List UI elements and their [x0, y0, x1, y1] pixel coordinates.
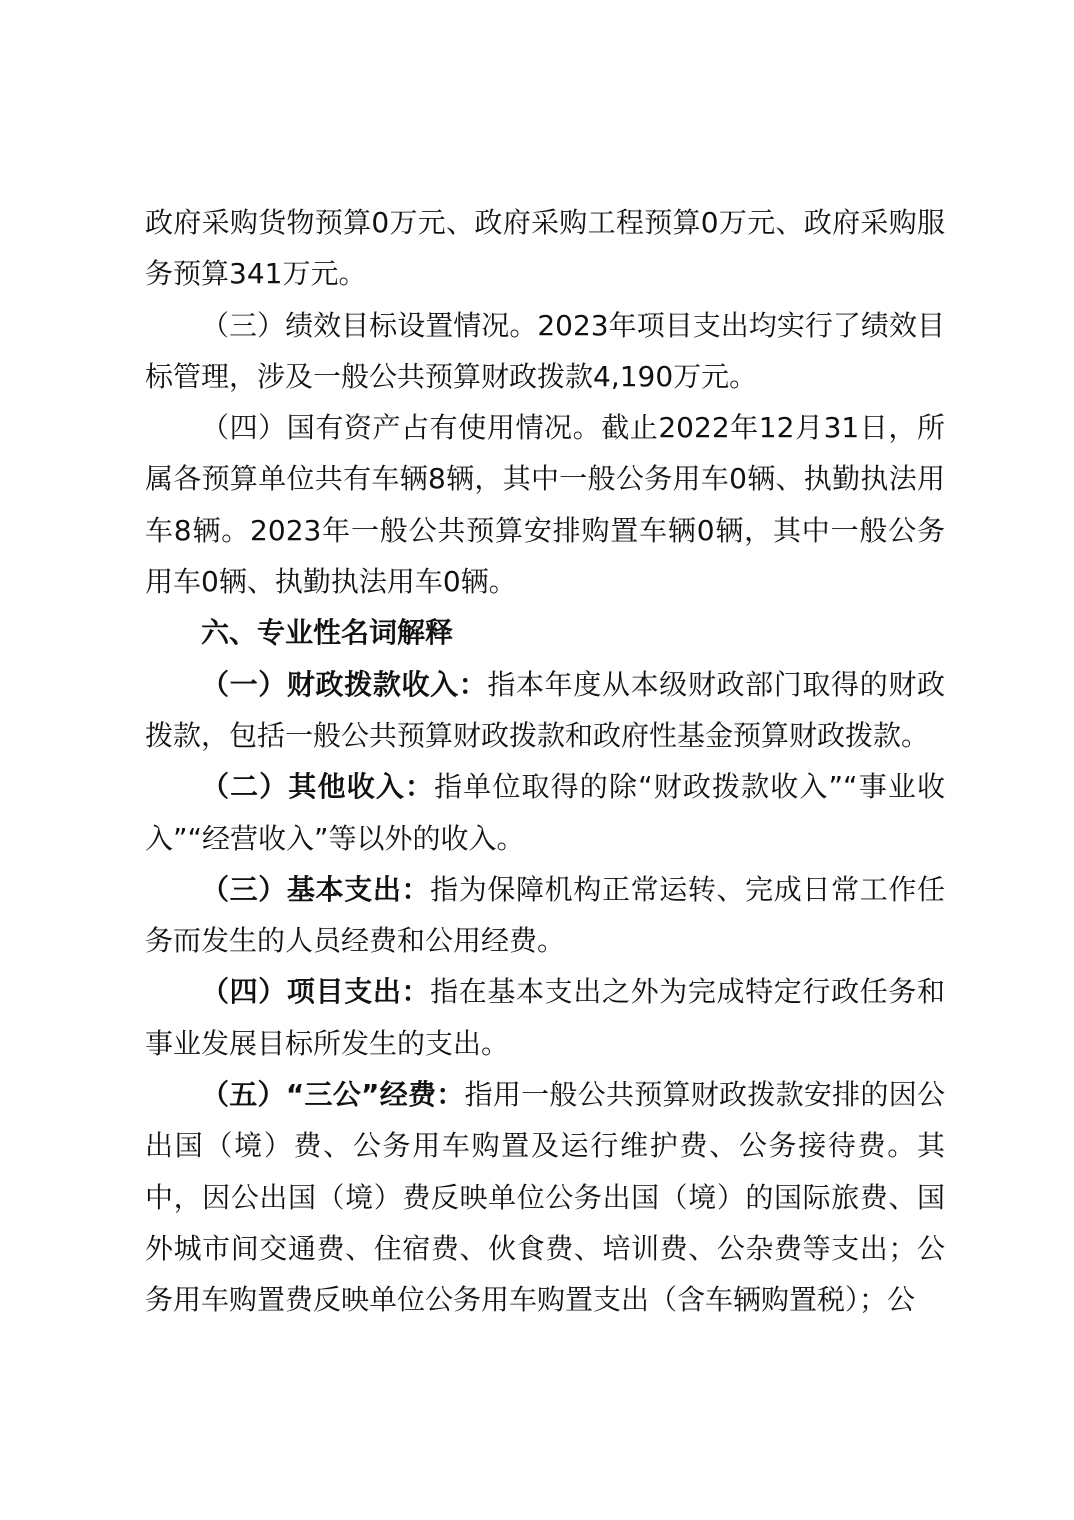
- definition-body: 指在基本支出之外为完成特定行政任务和事业发展目标所发生的支出。: [145, 975, 945, 1060]
- definition-fiscal-appropriation-income: [145, 659, 945, 762]
- section-heading-terms: 六、专业性名词解释: [201, 616, 454, 650]
- definition-body: 指用一般公共预算财政拨款安排的因公出国（境）费、公务用车购置及运行维护费、公务接待费。其中，因公出国（境）费反映单位公务出国（境）的国际旅费、国外城市间交通费、住宿费、伙食费、培训费、公杂费等支出；公务用车购置费反映单位公务用车购置支出（含车辆购置税）；公: [145, 1078, 945, 1317]
- definition-body: 指单位取得的除“财政拨款收入”“事业收入”“经营收入”等以外的收入。: [145, 770, 945, 855]
- definition-term: （一）财政拨款收入：: [201, 667, 488, 701]
- definition-term: （四）项目支出：: [201, 975, 431, 1009]
- definition-body: 指本年度从本级财政部门取得的财政拨款，包括一般公共预算财政拨款和政府性基金预算财政拨款。: [145, 667, 945, 752]
- definition-term: （三）基本支出：: [201, 872, 431, 906]
- definition-basic-expenditure: [145, 864, 945, 967]
- definition-three-public-expenses: [145, 1069, 945, 1325]
- definition-term: （五）“三公”经费：: [201, 1078, 465, 1112]
- definition-other-income: [145, 761, 945, 864]
- definition-body: 指为保障机构正常运转、完成日常工作任务而发生的人员经费和公用经费。: [145, 872, 945, 958]
- definition-project-expenditure: [145, 966, 945, 1069]
- paragraph-performance-targets: （三）绩效目标设置情况。2023年项目支出均实行了绩效目标管理，涉及一般公共预算财政拨款4,190万元。: [145, 308, 945, 393]
- paragraph-state-assets: （四）国有资产占有使用情况。截止2022年12月31日，所属各预算单位共有车辆8辆，其中一般公务用车0辆、执勤执法用车8辆。2023年一般公共预算安排购置车辆0辆，其中一般公务用车0辆、执勤执法用车0辆。: [145, 411, 945, 599]
- paragraph-procurement-budget: 政府采购货物预算0万元、政府采购工程预算0万元、政府采购服务预算341万元。: [145, 206, 945, 291]
- definition-term: （二）其他收入：: [201, 770, 435, 804]
- document-body: [145, 197, 945, 1326]
